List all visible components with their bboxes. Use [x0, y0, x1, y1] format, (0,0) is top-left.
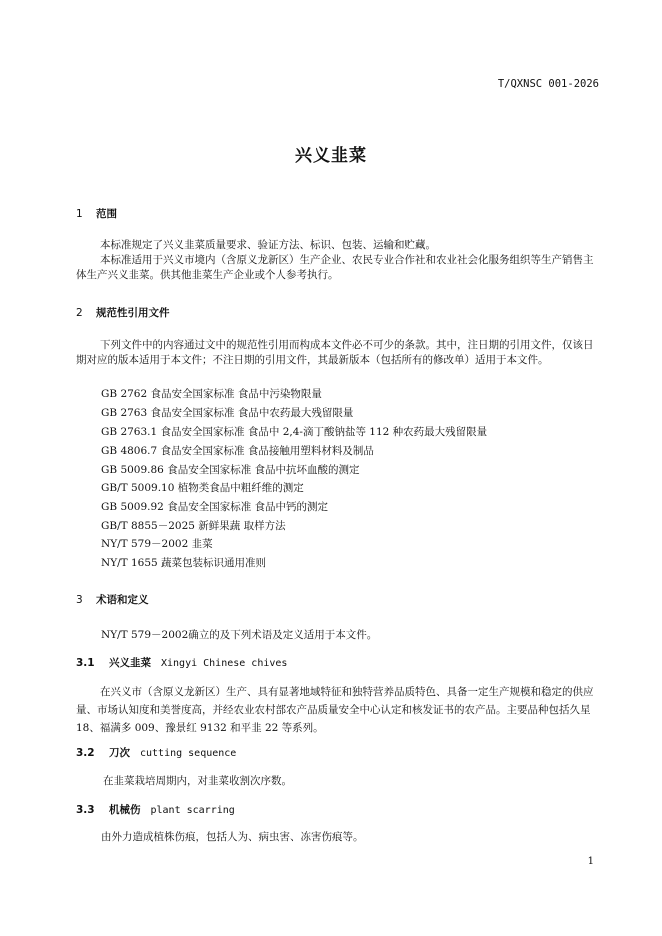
term-title: 兴义韭菜 — [109, 657, 151, 669]
term-number: 3.3 — [76, 804, 95, 816]
section-number: 3 — [76, 594, 83, 606]
term-3-2-heading — [76, 745, 236, 760]
section-1-heading — [76, 206, 117, 221]
reference-item: GB 2763.1 食品安全国家标准 食品中 2,4-滴丁酸钠盐等 112 种农药最大残留限量 — [101, 426, 488, 438]
term-number: 3.1 — [76, 657, 95, 669]
paragraph: NY/T 579－2002确立的及下列术语及定义适用于本文件。 — [101, 629, 378, 641]
reference-item: GB/T 5009.10 植物类食品中粗纤维的测定 — [101, 482, 304, 494]
section-number: 1 — [76, 208, 83, 220]
paragraph: 下列文件中的内容通过文中的规范性引用而构成本文件必不可少的条款。其中，注日期的引用文件，仅该日期对应的版本适用于本文件；不注日期的引用文件，其最新版本（包括所有的修改单）适用于本文件。 — [76, 339, 594, 366]
reference-item: GB 5009.86 食品安全国家标准 食品中抗坏血酸的测定 — [101, 464, 360, 476]
term-english: plant scarring — [150, 805, 235, 816]
section-number: 2 — [76, 307, 83, 319]
document-title: 兴义韭菜 — [295, 146, 367, 166]
reference-item: NY/T 579－2002 韭菜 — [101, 538, 213, 550]
term-english: Xingyi Chinese chives — [161, 658, 288, 669]
section-3-heading — [76, 592, 149, 607]
reference-item: GB 5009.92 食品安全国家标准 食品中钙的测定 — [101, 501, 329, 513]
term-definition: 由外力造成植株伤痕，包括人为、病虫害、冻害伤痕等。 — [101, 831, 364, 843]
term-title: 刀次 — [109, 747, 130, 759]
document-code: T/QXNSC 001-2026 — [497, 78, 599, 90]
reference-item: GB/T 8855－2025 新鲜果蔬 取样方法 — [101, 520, 286, 532]
reference-item: NY/T 1655 蔬菜包装标识通用准则 — [101, 557, 267, 569]
section-title: 规范性引用文件 — [96, 307, 170, 319]
term-3-1-heading — [76, 655, 287, 670]
term-number: 3.2 — [76, 747, 95, 759]
paragraph: 本标准规定了兴义韭菜质量要求、验证方法、标识、包装、运输和贮藏。 — [100, 239, 436, 251]
paragraph: 本标准适用于兴义市境内（含原义龙新区）生产企业、农民专业合作社和农业社会化服务组织等生产销售主体生产兴义韭菜。供其他韭菜生产企业或个人参考执行。 — [76, 254, 594, 281]
reference-item: GB 2762 食品安全国家标准 食品中污染物限量 — [101, 388, 322, 400]
term-3-3-heading — [76, 802, 235, 817]
section-title: 术语和定义 — [96, 594, 149, 606]
reference-item: GB 4806.7 食品安全国家标准 食品接触用塑料材料及制品 — [101, 445, 374, 457]
page-number: 1 — [587, 856, 594, 867]
section-title: 范围 — [96, 208, 117, 220]
term-english: cutting sequence — [140, 748, 237, 759]
term-title: 机械伤 — [109, 804, 141, 816]
term-definition: 在韭菜栽培周期内，对韭菜收割次序数。 — [103, 775, 292, 787]
reference-item: GB 2763 食品安全国家标准 食品中农药最大残留限量 — [101, 407, 354, 419]
section-2-heading — [76, 305, 170, 320]
term-definition: 在兴义市（含原义龙新区）生产、具有显著地域特征和独特营养品质特色、具备一定生产规模和稳定的供应量、市场认知度和美誉度高，并经农业农村部农产品质量安全中心认定和核发证书的农产品。主要品种包括久星 18、福满多 009、豫景红 9132 和平韭 22 等系列。 — [76, 686, 594, 734]
